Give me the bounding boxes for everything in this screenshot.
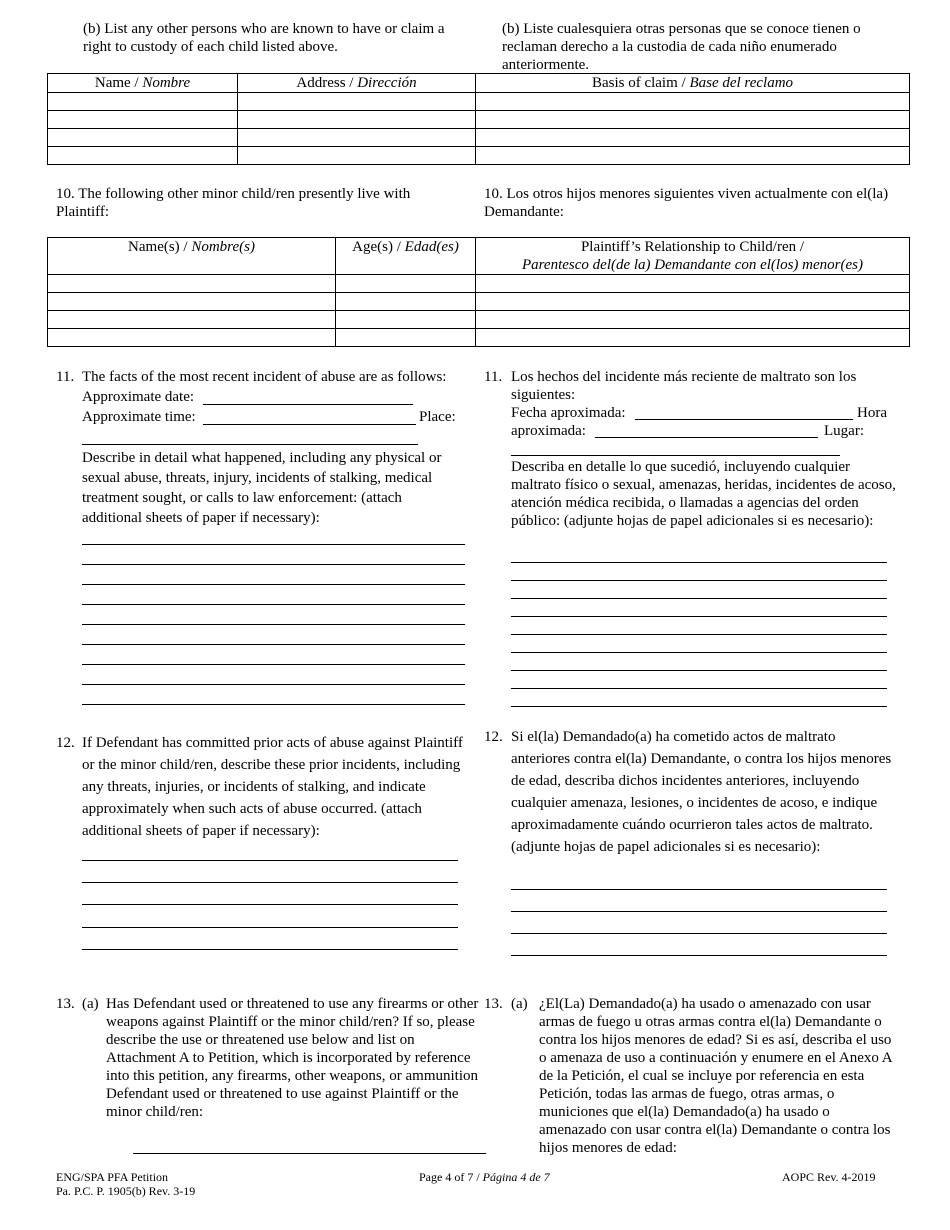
table-cell[interactable] bbox=[238, 147, 476, 165]
incident-line[interactable] bbox=[82, 664, 465, 665]
prior-abuse-line[interactable] bbox=[82, 904, 458, 905]
section-12-english: If Defendant has committed prior acts of abuse against Plaintiff or the minor child/ren, describe these prior incidents, including any threats, injuries, or incidents of stalking, and indicate approximately when such acts of abuse occurred. (attach additional sheets of paper if necessary): bbox=[82, 735, 463, 839]
approximate-date-label: Approximate date: bbox=[82, 389, 195, 405]
hora-aproximada-label: aproximada: bbox=[511, 423, 586, 439]
fecha-aproximada-label: Fecha aproximada: bbox=[511, 405, 626, 421]
section-12-number-es: 12. bbox=[484, 729, 503, 745]
table-row[interactable] bbox=[48, 293, 910, 311]
column-header-relationship: Plaintiff’s Relationship to Child/ren / Parentesco del(de la) Demandante con el(los) menor(es) bbox=[476, 238, 910, 275]
section-13-number: 13. bbox=[56, 996, 75, 1012]
table-cell[interactable] bbox=[476, 311, 910, 329]
hora-aproximada-field[interactable] bbox=[595, 437, 818, 438]
approximate-date-field[interactable] bbox=[203, 404, 413, 405]
describe-incident-spanish: Describa en detalle lo que sucedió, incluyendo cualquier maltrato físico o sexual, amenazas, heridas, incidentes de acoso, atención médica recibida, o llamadas a agencias del orden público: (adjunte hojas de papel adicionales si es necesario): bbox=[511, 459, 896, 529]
table-row[interactable] bbox=[48, 147, 910, 165]
table-row[interactable] bbox=[48, 93, 910, 111]
footer-form-name: ENG/SPA PFA Petition bbox=[56, 1170, 169, 1184]
section-13-number-es: 13. bbox=[484, 996, 503, 1012]
prior-abuse-line[interactable] bbox=[82, 927, 458, 928]
table-cell[interactable] bbox=[336, 293, 476, 311]
incident-line-es[interactable] bbox=[511, 688, 887, 689]
table-row[interactable] bbox=[48, 111, 910, 129]
table-cell[interactable] bbox=[48, 129, 238, 147]
approximate-time-label: Approximate time: bbox=[82, 409, 196, 425]
incident-line[interactable] bbox=[82, 604, 465, 605]
table-cell[interactable] bbox=[48, 329, 336, 347]
footer-revision: AOPC Rev. 4-2019 bbox=[782, 1170, 876, 1184]
incident-line-es[interactable] bbox=[511, 580, 887, 581]
column-header-address: Address / Dirección bbox=[238, 74, 476, 93]
column-header-name: Name / Nombre bbox=[48, 74, 238, 93]
table-cell[interactable] bbox=[238, 129, 476, 147]
lugar-label: Lugar: bbox=[824, 423, 864, 439]
prior-abuse-line-es[interactable] bbox=[511, 955, 887, 956]
incident-line[interactable] bbox=[82, 544, 465, 545]
lugar-field[interactable] bbox=[511, 455, 840, 456]
table-cell[interactable] bbox=[476, 111, 910, 129]
approximate-time-field[interactable] bbox=[203, 424, 416, 425]
table-cell[interactable] bbox=[336, 311, 476, 329]
section-11-number: 11. bbox=[56, 369, 75, 385]
section-13-sub-label-es: (a) bbox=[511, 996, 528, 1012]
table-row[interactable] bbox=[48, 275, 910, 293]
incident-line-es[interactable] bbox=[511, 616, 887, 617]
section-b-english: (b) List any other persons who are known to have or claim a right to custody of each child listed above. bbox=[83, 21, 445, 55]
table-cell[interactable] bbox=[476, 147, 910, 165]
incident-line[interactable] bbox=[82, 564, 465, 565]
table-row[interactable] bbox=[48, 329, 910, 347]
table-cell[interactable] bbox=[336, 275, 476, 293]
minor-children-table bbox=[47, 237, 910, 347]
table-cell[interactable] bbox=[238, 93, 476, 111]
incident-line-es[interactable] bbox=[511, 652, 887, 653]
section-11-intro-english: The facts of the most recent incident of abuse are as follows: bbox=[82, 369, 447, 385]
table-cell[interactable] bbox=[476, 93, 910, 111]
footer-rule: Pa. P.C. P. 1905(b) Rev. 3-19 bbox=[56, 1184, 196, 1198]
section-13-english: Has Defendant used or threatened to use any firearms or other weapons against Plaintiff or the minor child/ren? If so, please describe the use or threatened use below and list on Attachment A to Petition, which is incorporated by reference into this petition, any firearms, other weapons, or ammunition Defendant used or threatened to use against Plaintiff or the minor child/ren: bbox=[106, 996, 479, 1120]
footer-page-number: Page 4 of 7 / Página 4 de 7 bbox=[419, 1170, 550, 1184]
table-cell[interactable] bbox=[476, 293, 910, 311]
incident-line[interactable] bbox=[82, 624, 465, 625]
table-cell[interactable] bbox=[48, 293, 336, 311]
section-10-spanish: 10. Los otros hijos menores siguientes viven actualmente con el(la) Demandante: bbox=[484, 186, 889, 220]
table-cell[interactable] bbox=[336, 329, 476, 347]
place-label: Place: bbox=[419, 409, 456, 425]
table-cell[interactable] bbox=[48, 311, 336, 329]
section-10-english: 10. The following other minor child/ren presently live with Plaintiff: bbox=[56, 186, 411, 220]
column-header-names: Name(s) / Nombre(s) bbox=[48, 238, 336, 275]
table-cell[interactable] bbox=[48, 147, 238, 165]
column-header-basis-of-claim: Basis of claim / Base del reclamo bbox=[476, 74, 910, 93]
table-row[interactable] bbox=[48, 129, 910, 147]
table-cell[interactable] bbox=[238, 111, 476, 129]
custody-claimants-table bbox=[47, 73, 910, 165]
prior-abuse-line[interactable] bbox=[82, 949, 458, 950]
incident-line-es[interactable] bbox=[511, 706, 887, 707]
section-12-spanish: Si el(la) Demandado(a) ha cometido actos de maltrato anteriores contra el(la) Demandante, o contra los hijos menores de edad, describa dichos incidentes anteriores, incluyendo cualquier amenaza, lesiones, o incidentes de acoso, e indique aproximadamente cuándo ocurrieron tales actos de maltrato. (adjunte hojas de papel adicionales si es necesario): bbox=[511, 729, 892, 855]
section-12-number: 12. bbox=[56, 735, 75, 751]
place-field[interactable] bbox=[82, 444, 418, 445]
table-cell[interactable] bbox=[48, 111, 238, 129]
prior-abuse-line[interactable] bbox=[82, 882, 458, 883]
section-11-number-es: 11. bbox=[484, 369, 503, 385]
section-11-intro-spanish: Los hechos del incidente más reciente de maltrato son los siguientes: bbox=[511, 369, 857, 403]
section-13-sub-label: (a) bbox=[82, 996, 99, 1012]
describe-incident-english: Describe in detail what happened, including any physical or sexual abuse, threats, injury, incidents of stalking, medical treatment sought, or calls to law enforcement: (attach additional sheets of paper if necessary): bbox=[82, 450, 442, 526]
section-b-spanish: (b) Liste cualesquiera otras personas que se conoce tienen o reclaman derecho a la custodia de cada niño enumerado anteriormente. bbox=[502, 21, 861, 73]
column-header-ages: Age(s) / Edad(es) bbox=[336, 238, 476, 275]
table-cell[interactable] bbox=[476, 329, 910, 347]
table-cell[interactable] bbox=[476, 275, 910, 293]
fecha-aproximada-field[interactable] bbox=[635, 419, 853, 420]
incident-line-es[interactable] bbox=[511, 670, 887, 671]
incident-line-es[interactable] bbox=[511, 634, 887, 635]
prior-abuse-line-es[interactable] bbox=[511, 911, 887, 912]
weapons-line[interactable] bbox=[133, 1153, 486, 1154]
table-cell[interactable] bbox=[476, 129, 910, 147]
incident-line-es[interactable] bbox=[511, 598, 887, 599]
incident-line[interactable] bbox=[82, 684, 465, 685]
table-row[interactable] bbox=[48, 311, 910, 329]
incident-line-es[interactable] bbox=[511, 562, 887, 563]
prior-abuse-line-es[interactable] bbox=[511, 889, 887, 890]
table-cell[interactable] bbox=[48, 275, 336, 293]
incident-line[interactable] bbox=[82, 584, 465, 585]
hora-label: Hora bbox=[857, 405, 887, 421]
prior-abuse-line-es[interactable] bbox=[511, 933, 887, 934]
incident-line[interactable] bbox=[82, 704, 465, 705]
incident-line[interactable] bbox=[82, 644, 465, 645]
section-13-spanish: ¿El(La) Demandado(a) ha usado o amenazado con usar armas de fuego u otras armas contra el(la) Demandante o contra los hijos menores de edad? Si es así, describa el uso o amenaza de uso a continuación y enumere en el Anexo A de la Petición, el cual se incluye por referencia en esta Petición, todas las armas de fuego, otras armas, o municiones que el(la) Demandado(a) ha usado o amenazado con usar contra el(la) Demandante o contra los hijos menores de edad: bbox=[539, 996, 892, 1156]
table-cell[interactable] bbox=[48, 93, 238, 111]
prior-abuse-line[interactable] bbox=[82, 860, 458, 861]
